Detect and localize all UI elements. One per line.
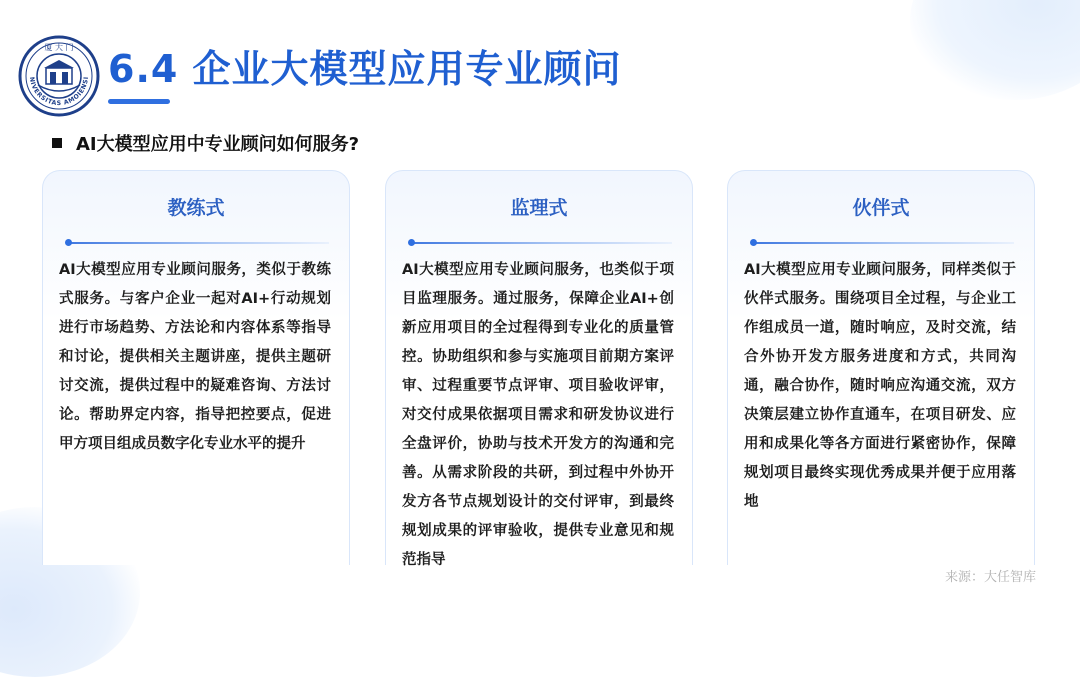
section-question: [52, 130, 359, 156]
page-title: 6.4 企业大模型应用专业顾问: [108, 47, 622, 91]
svg-text:UNIVERSITAS AMOIENSIS: NIVERSITAS AMOIENSI: [27, 76, 91, 108]
divider-dot-icon: [750, 239, 757, 246]
card-divider: [752, 242, 1014, 244]
card-body: AI大模型应用专业顾问服务，类似于教练式服务。与客户企业一起对AI+行动规划进行市场趋势、方法论和内容体系等指导和讨论，提供相关主题讲座，提供主题研讨交流，提供过程中的疑难咨询、方法讨论。帮助界定内容，指导把控要点，促进甲方项目组成员数字化专业水平的提升: [59, 262, 331, 452]
card-coach: [42, 170, 350, 565]
decorative-blob-top-right: [910, 0, 1080, 100]
card-title: 监理式: [510, 197, 568, 219]
square-bullet-icon: [52, 138, 62, 148]
card-title: 教练式: [167, 197, 225, 219]
card-title: 伙伴式: [852, 197, 910, 219]
university-seal-logo: [18, 35, 100, 117]
question-text: AI大模型应用中专业顾问如何服务?: [76, 134, 360, 155]
title-underline: [108, 99, 170, 104]
card-body: AI大模型应用专业顾问服务，也类似于项目监理服务。通过服务，保障企业AI+创新应用项目的全过程得到专业化的质量管控。协助组织和参与实施项目前期方案评审、过程重要节点评审、项目验收评审，对交付成果依据项目需求和研发协议进行全盘评价，协助与技术开发方的沟通和完善。从需求阶段的共研，到过程中外协开发方各节点规划设计的交付评审，到最终规划成果的评审验收，提供专业意见和规范指导: [402, 262, 674, 568]
card-body: AI大模型应用专业顾问服务，同样类似于伙伴式服务。围绕项目全过程，与企业工作组成员一道，随时响应，及时交流，结合外协开发方服务进度和方式，共同沟通，融合协作，随时响应沟通交流，双方决策层建立协作直通车，在项目研发、应用和成果化等各方面进行紧密协作，保障规划项目最终实现优秀成果并便于应用落地: [744, 262, 1016, 510]
card-partner: [727, 170, 1035, 565]
divider-dot-icon: [65, 239, 72, 246]
card-supervision: [385, 170, 693, 568]
card-divider: [67, 242, 329, 244]
divider-dot-icon: [408, 239, 415, 246]
source-note: 来源：大任智库: [944, 570, 1036, 585]
card-divider: [410, 242, 672, 244]
svg-text:厦 大 门: 厦 大 门: [44, 43, 74, 52]
